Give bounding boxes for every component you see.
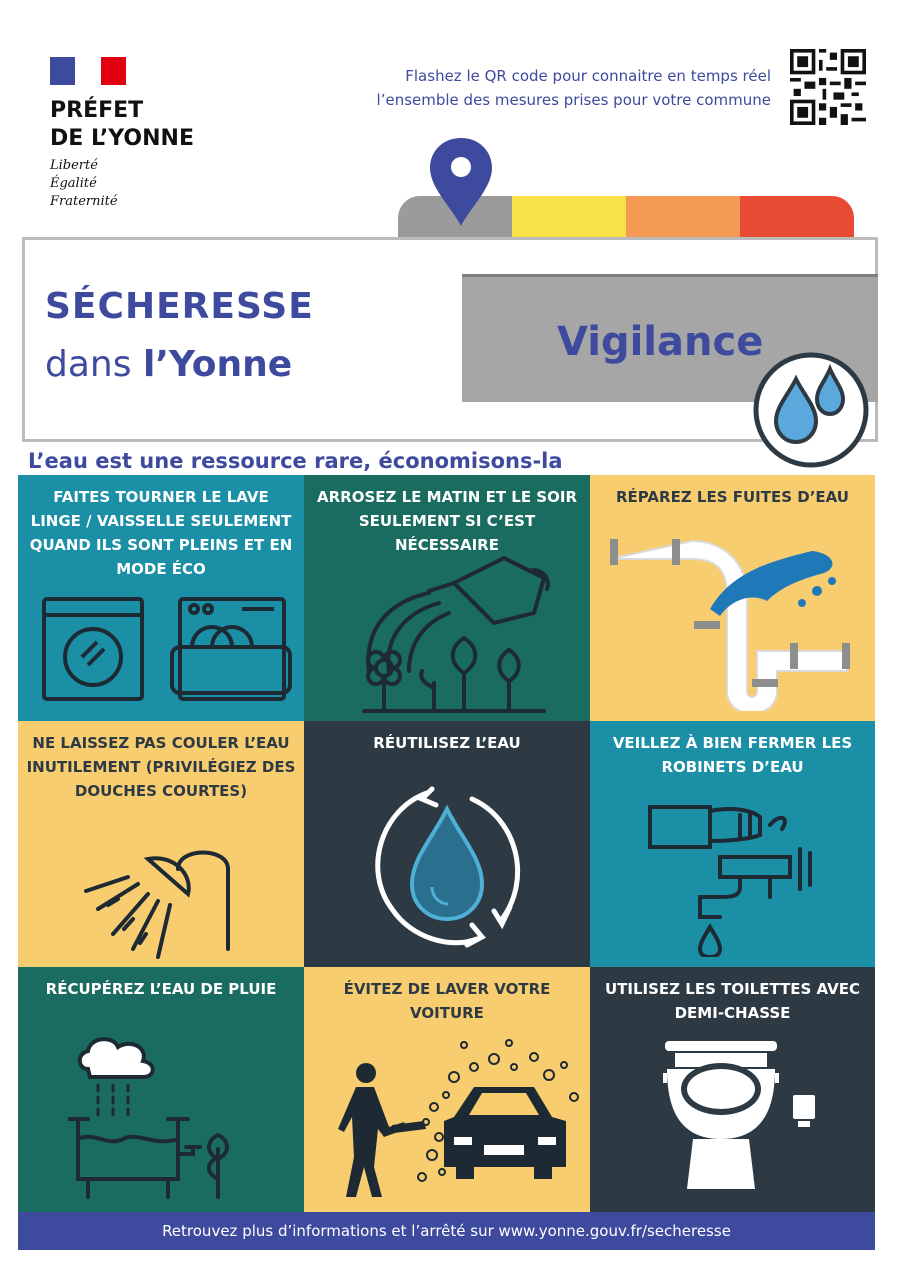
water-drops-icon	[752, 351, 870, 469]
leaking-pipe-icon	[602, 531, 862, 711]
scale-level-orange	[626, 196, 740, 240]
tip-card-shower	[18, 721, 304, 967]
tip-card-watering	[304, 475, 590, 721]
tagline: L’eau est une ressource rare, économisons-la	[28, 449, 563, 473]
tip-card-reuse	[304, 721, 590, 967]
title-panel	[22, 237, 878, 442]
qr-instruction: Flashez le QR code pour connaitre en temps réel l’ensemble des mesures prises pour votre commune	[376, 67, 771, 109]
page-title: SÉCHERESSE	[45, 286, 314, 327]
tip-card-toilet	[590, 967, 875, 1212]
vigilance-level-label: Vigilance	[557, 319, 764, 365]
tip-text: NE LAISSEZ PAS COULER L’EAU INUTILEMENT (PRIVILÉGIEZ DES DOUCHES COURTES)	[26, 734, 296, 800]
location-pin-icon	[428, 136, 494, 228]
footer-banner[interactable]: Retrouvez plus d’informations et l’arrêté sur www.yonne.gouv.fr/secheresse	[18, 1212, 875, 1250]
recycle-water-icon	[352, 779, 542, 959]
tips-grid	[18, 475, 875, 1212]
tip-card-washing	[18, 475, 304, 721]
scale-level-yellow	[512, 196, 626, 240]
tap-icon	[640, 797, 830, 957]
tip-card-leaks	[590, 475, 875, 721]
rain-collector-icon	[68, 1029, 248, 1199]
shower-icon	[78, 839, 258, 959]
tip-card-taps	[590, 721, 875, 967]
watering-can-icon	[344, 553, 564, 713]
car-wash-icon	[334, 1037, 584, 1202]
washing-machine-dishwasher-icon	[42, 595, 292, 705]
qr-code-icon[interactable]	[790, 47, 866, 127]
tip-text: RÉPAREZ LES FUITES D’EAU	[616, 488, 849, 506]
republic-motto: Liberté Égalité Fraternité	[50, 158, 118, 209]
page-subtitle: dans l’Yonne	[45, 344, 293, 385]
tip-text: RÉUTILISEZ L’EAU	[373, 734, 521, 752]
prefecture-logo	[50, 57, 194, 211]
scale-level-red	[740, 196, 854, 240]
toilet-icon	[655, 1039, 825, 1199]
tip-text: UTILISEZ LES TOILETTES AVEC DEMI-CHASSE	[604, 980, 860, 1022]
tip-card-carwash	[304, 967, 590, 1212]
tip-text: VEILLEZ À BIEN FERMER LES ROBINETS D’EAU	[612, 734, 853, 776]
tip-text: ÉVITEZ DE LAVER VOTRE VOITURE	[343, 980, 551, 1022]
marianne-flag-icon	[50, 57, 126, 85]
tip-text: RÉCUPÉREZ L’EAU DE PLUIE	[45, 980, 277, 998]
tip-text: ARROSEZ LE MATIN ET LE SOIR SEULEMENT SI C’EST NÉCESSAIRE	[316, 488, 577, 554]
prefecture-name: PRÉFET DE L’YONNE	[50, 98, 194, 151]
tip-card-rain	[18, 967, 304, 1212]
tip-text: FAITES TOURNER LE LAVE LINGE / VAISSELLE SEULEMENT QUAND ILS SONT PLEINS ET EN MODE ÉCO	[29, 488, 293, 578]
